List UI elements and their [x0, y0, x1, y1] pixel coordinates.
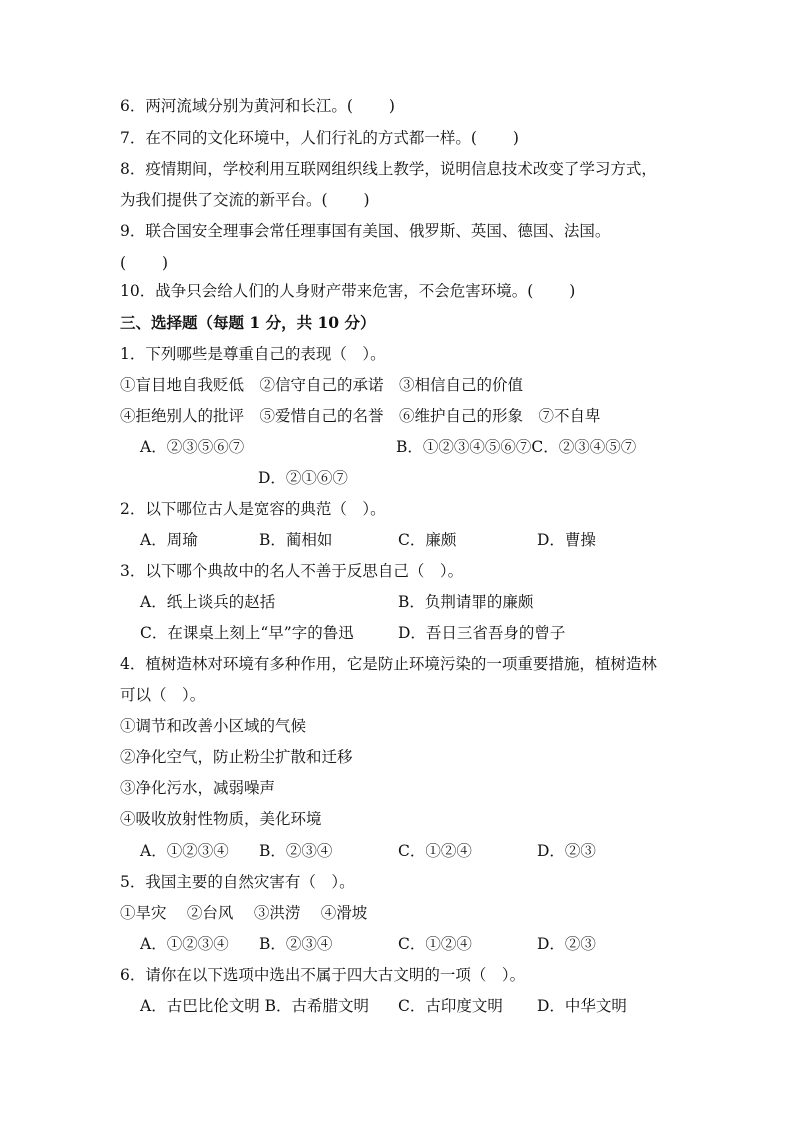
option-c: C．在课桌上刻上“早”字的鲁迅: [140, 624, 354, 642]
option-d: D．吾日三省吾身的曾子: [398, 624, 566, 642]
option-d: D．②③: [537, 842, 596, 860]
option-a: A．①②③④: [140, 935, 229, 953]
option-d: D．曹操: [537, 531, 596, 549]
judge-question-8-line1: 8．疫情期间，学校利用互联网组织线上教学，说明信息技术改变了学习方式，: [120, 160, 657, 178]
option-items-row1: ①盲目地自我贬低 ②信守自己的承诺 ③相信自己的价值: [120, 376, 524, 394]
statement-items: ①旱灾 ②台风 ③洪涝 ④滑坡: [120, 904, 368, 922]
option-items-row2: ④拒绝别人的批评 ⑤爱惜自己的名誉 ⑥维护自己的形象 ⑦不自卑: [120, 407, 601, 425]
question-stem: 5．我国主要的自然灾害有（ ）。: [120, 873, 355, 891]
option-c: C．廉颇: [398, 531, 457, 549]
option-c: C．古印度文明: [398, 997, 503, 1015]
option-b: B．②③④: [259, 935, 333, 953]
statement-3: ③净化污水，减弱噪声: [120, 779, 276, 797]
statement-2: ②净化空气，防止粉尘扩散和迁移: [120, 748, 353, 766]
statement-1: ①调节和改善小区域的气候: [120, 717, 307, 735]
option-a: A．②③⑤⑥⑦: [140, 438, 245, 456]
question-stem: 2．以下哪位古人是宽容的典范（ ）。: [120, 500, 386, 518]
question-stem: 1．下列哪些是尊重自己的表现（ ）。: [120, 345, 386, 363]
question-stem-line1: 4．植树造林对环境有多种作用，它是防止环境污染的一项重要措施，植树造林: [120, 655, 657, 673]
option-a: A．周瑜: [140, 531, 198, 549]
option-d: D．②①⑥⑦: [258, 469, 348, 487]
option-d: D．中华文明: [537, 997, 627, 1015]
option-b: B．负荆请罪的廉颇: [398, 593, 534, 611]
option-c: C．①②④: [398, 935, 472, 953]
option-d: D．②③: [537, 935, 596, 953]
question-stem-line2: 可以（ ）。: [120, 686, 206, 704]
option-a-b: A．古巴比伦文明 B．古希腊文明: [140, 997, 370, 1015]
judge-question-6: 6．两河流域分别为黄河和长江。( ): [120, 97, 395, 115]
judge-question-7: 7．在不同的文化环境中，人们行礼的方式都一样。( ): [120, 129, 519, 147]
statement-4: ④吸收放射性物质，美化环境: [120, 810, 322, 828]
option-a: A．纸上谈兵的赵括: [140, 593, 276, 611]
judge-question-9-line1: 9．联合国安全理事会常任理事国有美国、俄罗斯、英国、德国、法国。: [120, 222, 611, 240]
option-c: C．①②④: [398, 842, 472, 860]
judge-question-10: 10．战争只会给人们的人身财产带来危害，不会危害环境。( ): [120, 282, 576, 300]
judge-question-8-line2: 为我们提供了交流的新平台。( ): [120, 191, 370, 209]
question-stem: 3．以下哪个典故中的名人不善于反思自己（ ）。: [120, 562, 464, 580]
question-stem: 6．请你在以下选项中选出不属于四大古文明的一项（ ）。: [120, 966, 526, 984]
section-title: 三、选择题（每题 1 分，共 10 分）: [120, 313, 376, 332]
option-b: B．②③④: [259, 842, 333, 860]
judge-question-9-line2: ( ): [120, 254, 169, 272]
option-b: B．蔺相如: [259, 531, 333, 549]
option-a: A．①②③④: [140, 842, 229, 860]
option-b-c: B．①②③④⑤⑥⑦C．②③④⑤⑦: [396, 438, 637, 456]
